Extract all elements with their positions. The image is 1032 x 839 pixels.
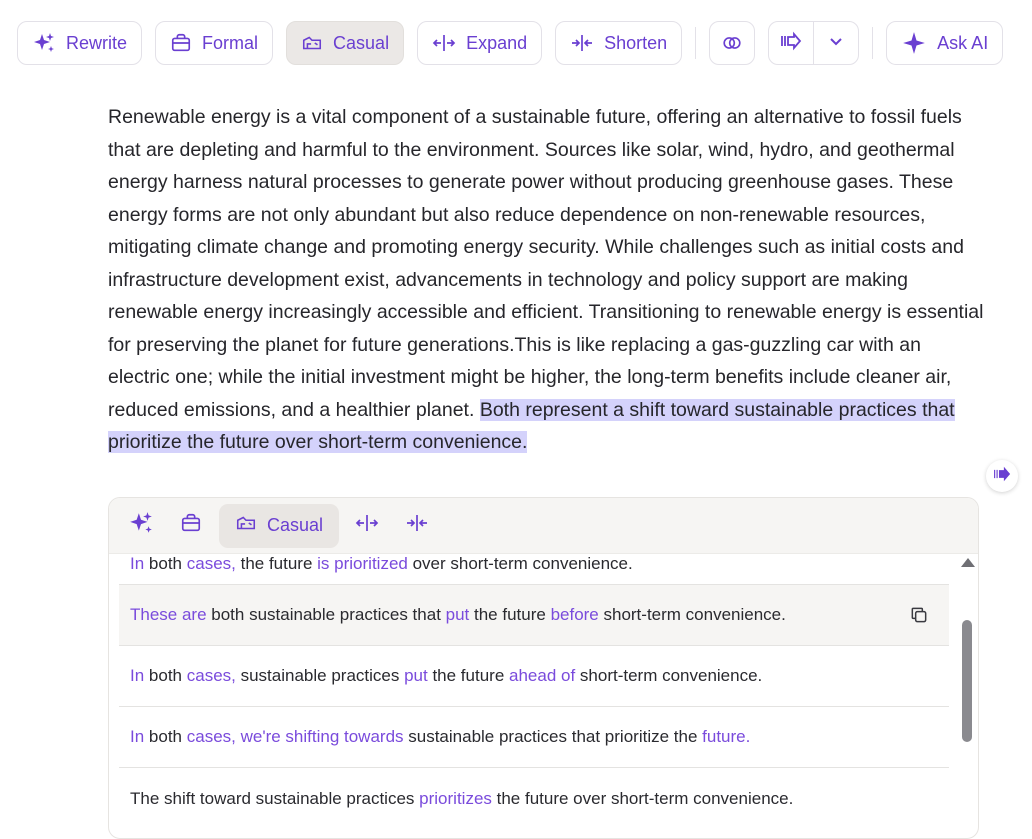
- changed-phrase: put: [404, 666, 428, 685]
- suggestion-list: [119, 553, 949, 829]
- briefcase-icon: [180, 512, 202, 539]
- suggestion-panel: [108, 497, 979, 839]
- arrow-right-icon: [992, 465, 1012, 488]
- unchanged-phrase: both: [144, 554, 187, 573]
- unchanged-phrase: short-term convenience.: [598, 605, 786, 624]
- changed-phrase: In: [130, 727, 145, 746]
- briefcase-icon: [170, 32, 192, 54]
- shorten-button[interactable]: [555, 21, 682, 65]
- shorten-label: Shorten: [604, 32, 668, 53]
- changed-phrase: cases, we're shifting towards: [186, 727, 404, 746]
- formal-label: Formal: [202, 32, 259, 53]
- sparkles-icon: [128, 510, 154, 541]
- arrow-right-icon: [779, 30, 803, 57]
- changed-phrase: cases,: [186, 554, 236, 573]
- copy-icon[interactable]: [909, 605, 929, 630]
- suggestion-item[interactable]: [119, 553, 949, 585]
- selected-text[interactable]: Both represent a shift toward sustainable practices that prioritize the future over short-term convenience.: [108, 398, 955, 453]
- casual-label: Casual: [333, 32, 390, 53]
- insert-button[interactable]: [769, 22, 813, 64]
- panel-casual-button[interactable]: [219, 504, 339, 548]
- expand-icon: [432, 32, 456, 54]
- shorten-icon: [570, 32, 594, 54]
- unchanged-phrase: the future: [469, 605, 551, 624]
- suggestion-item[interactable]: [119, 707, 949, 768]
- suggestion-text: [130, 605, 786, 625]
- suggestion-text: [130, 727, 750, 747]
- casual-icon: [235, 512, 257, 539]
- casual-button[interactable]: [286, 21, 404, 65]
- sparkle-icon: [901, 30, 927, 56]
- paragraph-text: Renewable energy is a vital component of a sustainable future, offering an alternative to fossil fuels that are depleting and harmful to the environment. Sources like solar, wind, hydro, and geothermal energy harness natural processes to generate power without producing greenhouse gases. These energy forms are not only abundant but also reduce dependence on non-renewable resources, mitigating climate change and promoting energy security. While challenges such as initial costs and infrastructure development exist, advancements in technology and policy support are making renewable energy increasingly accessible and efficient. Transitioning to renewable energy is essential for preserving the planet for future generations.This is like replacing a gas-guzzling car with an electric one; while the initial investment might be higher, the long-term benefits include cleaner air, reduced emissions, and a healthier planet.: [108, 106, 984, 421]
- suggestion-text: [130, 666, 762, 686]
- suggestion-text: [130, 789, 793, 809]
- toolbar-divider-2: [872, 27, 873, 59]
- unchanged-phrase: short-term convenience.: [575, 666, 763, 685]
- expand-button[interactable]: [417, 21, 542, 65]
- scrollbar-thumb[interactable]: [962, 620, 972, 742]
- shorten-icon: [405, 512, 429, 539]
- changed-phrase: cases,: [186, 666, 236, 685]
- expand-icon: [355, 512, 379, 539]
- unchanged-phrase: over short-term convenience.: [407, 554, 633, 573]
- rewrite-label: Rewrite: [66, 32, 128, 53]
- unchanged-phrase: sustainable practices: [235, 666, 405, 685]
- link-icon: [721, 32, 743, 54]
- casual-icon: [301, 32, 323, 54]
- suggestion-text: [130, 554, 633, 574]
- unchanged-phrase: both sustainable practices that: [206, 605, 446, 624]
- changed-phrase: future.: [702, 727, 751, 746]
- changed-phrase: ahead of: [509, 666, 576, 685]
- scroll-up-arrow[interactable]: [961, 558, 975, 567]
- sparkles-icon: [32, 31, 56, 55]
- toolbar-divider: [695, 27, 696, 59]
- expand-label: Expand: [466, 32, 528, 53]
- panel-expand-button[interactable]: [345, 504, 389, 548]
- unchanged-phrase: the future: [235, 554, 318, 573]
- panel-casual-label: Casual: [267, 515, 324, 535]
- suggestion-item[interactable]: [119, 585, 949, 646]
- panel-rewrite-button[interactable]: [119, 504, 163, 548]
- rewrite-button[interactable]: [17, 21, 142, 65]
- insert-floating-button[interactable]: [986, 460, 1018, 492]
- unchanged-phrase: the future over short-term convenience.: [491, 788, 794, 808]
- formal-button[interactable]: [155, 21, 273, 65]
- changed-phrase: These are: [130, 605, 207, 624]
- unchanged-phrase: sustainable practices that prioritize the: [403, 727, 703, 746]
- panel-toolbar: [109, 498, 978, 554]
- rewrite-toolbar: [17, 21, 1003, 65]
- chevron-down-icon: [828, 33, 844, 54]
- changed-phrase: In: [130, 554, 145, 573]
- document-paragraph[interactable]: [108, 101, 988, 459]
- ask-ai-button[interactable]: [886, 21, 1003, 65]
- unchanged-phrase: the future: [427, 666, 509, 685]
- unchanged-phrase: The shift toward sustainable practices: [130, 788, 420, 808]
- changed-phrase: prioritizes: [419, 788, 492, 808]
- changed-phrase: before: [550, 605, 599, 624]
- suggestion-item[interactable]: [119, 646, 949, 707]
- insert-split-button: [768, 21, 859, 65]
- changed-phrase: In: [130, 666, 145, 685]
- panel-formal-button[interactable]: [169, 504, 213, 548]
- changed-phrase: is prioritized: [317, 554, 408, 573]
- link-button[interactable]: [709, 21, 755, 65]
- insert-options-button[interactable]: [813, 22, 858, 64]
- ask-ai-label: Ask AI: [937, 32, 989, 53]
- suggestion-item[interactable]: [119, 768, 949, 829]
- unchanged-phrase: both: [144, 727, 187, 746]
- changed-phrase: put: [445, 605, 470, 624]
- panel-shorten-button[interactable]: [395, 504, 439, 548]
- unchanged-phrase: both: [144, 666, 187, 685]
